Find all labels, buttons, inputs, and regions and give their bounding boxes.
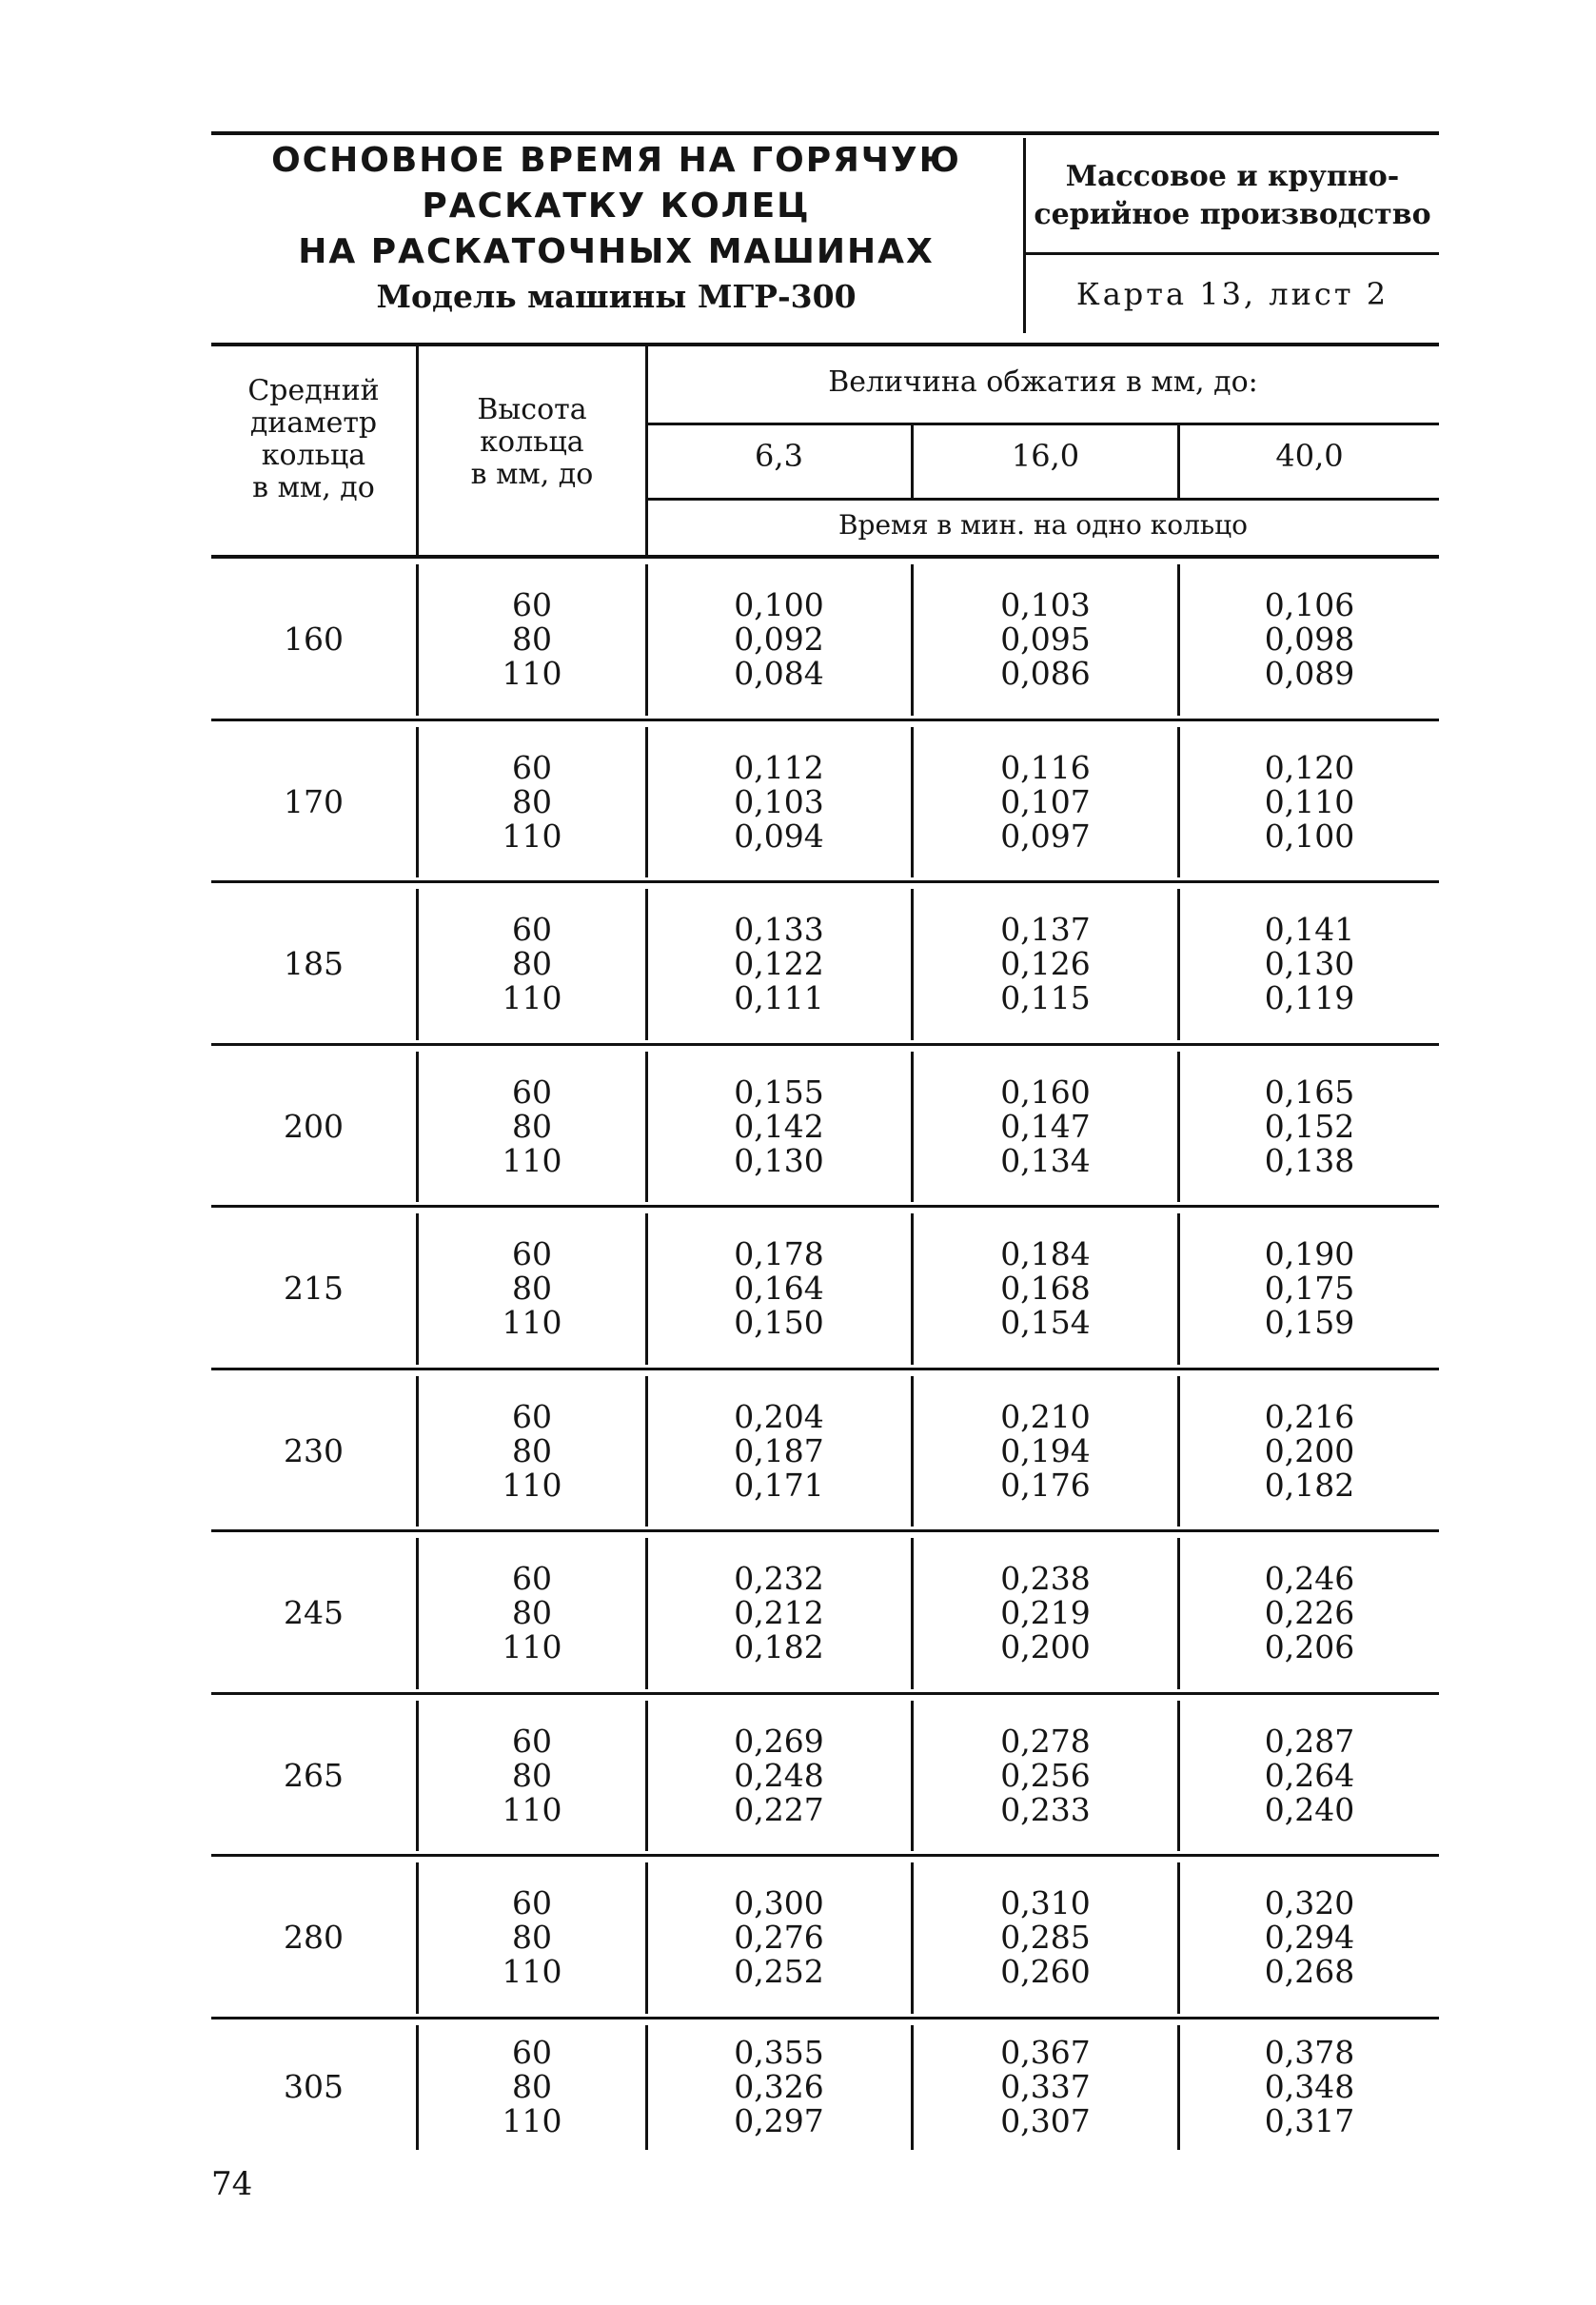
- time-value: 0,106: [1264, 586, 1355, 624]
- time-value: 0,240: [1264, 1790, 1355, 1828]
- height-value: 60: [512, 911, 552, 949]
- time-value: 0,182: [734, 1628, 824, 1666]
- time-cell: [647, 1397, 911, 1504]
- row-separator: [211, 1205, 1439, 1208]
- reduction-header: Величина обжатия в мм, до:: [828, 365, 1258, 399]
- time-value: 0,216: [1264, 1397, 1355, 1435]
- time-value: 0,122: [734, 945, 824, 983]
- time-value: 0,269: [734, 1722, 824, 1760]
- time-value: 0,094: [734, 817, 824, 855]
- height-value: 80: [512, 621, 552, 659]
- time-value: 0,107: [1000, 782, 1091, 820]
- time-cell: [1180, 1397, 1439, 1504]
- height-value: 80: [512, 1431, 552, 1469]
- height-cell: [419, 1886, 645, 1989]
- time-value: 0,320: [1264, 1884, 1355, 1922]
- height-value: 110: [502, 979, 562, 1017]
- time-value: 0,100: [734, 586, 824, 624]
- time-value: 0,130: [1264, 945, 1355, 983]
- time-value: 0,095: [1000, 621, 1091, 659]
- height-cell: [419, 1075, 645, 1178]
- height-value: 80: [512, 1107, 552, 1145]
- time-value: 0,152: [1264, 1107, 1355, 1145]
- height-value: 80: [512, 1270, 552, 1308]
- time-value: 0,116: [1000, 748, 1091, 786]
- time-value: 0,126: [1000, 945, 1091, 983]
- time-value: 0,337: [1000, 2068, 1091, 2106]
- height-value: 80: [512, 782, 552, 820]
- time-cell: [647, 588, 911, 691]
- time-value: 0,142: [734, 1107, 824, 1145]
- header-top-rule: [211, 343, 1439, 346]
- time-value: 0,268: [1264, 1953, 1355, 1991]
- height-value: 110: [502, 2102, 562, 2140]
- time-value: 0,110: [1264, 782, 1355, 820]
- height-cell: [419, 2036, 645, 2138]
- height-value: 60: [512, 1560, 552, 1598]
- time-value: 0,307: [1000, 2102, 1091, 2140]
- time-value: 0,184: [1000, 1235, 1091, 1273]
- time-value: 0,256: [1000, 1756, 1091, 1794]
- diameter-cell: 280: [284, 1919, 344, 1957]
- time-value: 0,326: [734, 2068, 824, 2106]
- height-value: 60: [512, 1397, 552, 1435]
- time-value: 0,112: [734, 748, 824, 786]
- time-value: 0,147: [1000, 1107, 1091, 1145]
- height-cell: [419, 1724, 645, 1827]
- machine-model: Модель машины МГР-300: [376, 278, 857, 315]
- diameter-cell: 200: [284, 1107, 344, 1145]
- height-value: 60: [512, 748, 552, 786]
- time-value: 0,165: [1264, 1073, 1355, 1111]
- time-value: 0,348: [1264, 2068, 1355, 2106]
- height-value: 110: [502, 655, 562, 693]
- time-value: 0,300: [734, 1884, 824, 1922]
- height-cell: [419, 1562, 645, 1665]
- diameter-header-line: диаметр: [249, 406, 378, 440]
- height-cell: [419, 1237, 645, 1340]
- time-value: 0,294: [1264, 1919, 1355, 1957]
- height-value: 60: [512, 1073, 552, 1111]
- time-header: Время в мин. на одно кольцо: [837, 509, 1248, 541]
- time-value: 0,187: [734, 1431, 824, 1469]
- time-value: 0,278: [1000, 1722, 1091, 1760]
- title-divider: [1023, 138, 1026, 333]
- time-value: 0,164: [734, 1270, 824, 1308]
- time-cell: [1180, 2036, 1439, 2138]
- time-value: 0,238: [1000, 1560, 1091, 1598]
- time-value: 0,210: [1000, 1397, 1091, 1435]
- time-cell: [1180, 1724, 1439, 1827]
- title-line-2: РАСКАТКУ КОЛЕЦ: [422, 187, 811, 226]
- time-cell: [914, 588, 1177, 691]
- height-cell: [419, 588, 645, 691]
- reduction-16-0: 16,0: [1011, 438, 1080, 474]
- time-value: 0,160: [1000, 1073, 1091, 1111]
- page-title: [214, 138, 1018, 275]
- card-number: Карта 13, лист 2: [1075, 276, 1389, 312]
- time-value: 0,190: [1264, 1235, 1355, 1273]
- time-cell: [914, 1886, 1177, 1989]
- time-value: 0,103: [1000, 586, 1091, 624]
- diameter-cell: 230: [284, 1431, 344, 1469]
- time-value: 0,115: [1000, 979, 1091, 1017]
- row-separator: [211, 719, 1439, 721]
- time-cell: [914, 1237, 1177, 1340]
- time-cell: [647, 748, 911, 855]
- production-line-2: серийное производство: [1034, 198, 1431, 231]
- height-value: 80: [512, 945, 552, 983]
- time-value: 0,111: [734, 979, 824, 1017]
- time-value: 0,233: [1000, 1790, 1091, 1828]
- time-cell: [914, 913, 1177, 1015]
- time-value: 0,200: [1264, 1431, 1355, 1469]
- time-value: 0,175: [1264, 1270, 1355, 1308]
- production-line-1: Массовое и крупно-: [1065, 160, 1400, 193]
- time-value: 0,378: [1264, 2034, 1355, 2072]
- time-value: 0,097: [1000, 817, 1091, 855]
- height-value: 110: [502, 1790, 562, 1828]
- time-value: 0,226: [1264, 1594, 1355, 1632]
- time-value: 0,232: [734, 1560, 824, 1598]
- height-value: 80: [512, 1594, 552, 1632]
- time-cell: [647, 1886, 911, 1989]
- height-cell: [419, 913, 645, 1015]
- time-value: 0,086: [1000, 655, 1091, 693]
- time-value: 0,264: [1264, 1756, 1355, 1794]
- time-value: 0,138: [1264, 1141, 1355, 1179]
- time-value: 0,204: [734, 1397, 824, 1435]
- time-value: 0,084: [734, 655, 824, 693]
- diameter-cell: 245: [284, 1594, 344, 1632]
- time-value: 0,150: [734, 1304, 824, 1342]
- time-value: 0,212: [734, 1594, 824, 1632]
- time-value: 0,297: [734, 2102, 824, 2140]
- time-cell: [1180, 748, 1439, 855]
- height-header-line: кольца: [480, 425, 584, 459]
- time-value: 0,154: [1000, 1304, 1091, 1342]
- height-value: 110: [502, 1141, 562, 1179]
- time-value: 0,276: [734, 1919, 824, 1957]
- time-value: 0,260: [1000, 1953, 1091, 1991]
- row-separator: [211, 2017, 1439, 2019]
- time-cell: [914, 2036, 1177, 2138]
- time-value: 0,194: [1000, 1431, 1091, 1469]
- page-number: 74: [211, 2165, 253, 2203]
- card-rule: [1026, 252, 1439, 255]
- time-cell: [647, 913, 911, 1015]
- time-value: 0,287: [1264, 1722, 1355, 1760]
- reduction-40-0: 40,0: [1275, 438, 1344, 474]
- reduction-6-3: 6,3: [755, 438, 803, 474]
- height-value: 60: [512, 1235, 552, 1273]
- time-value: 0,355: [734, 2034, 824, 2072]
- reduction-rule: [647, 423, 1439, 425]
- time-cell: [1180, 1886, 1439, 1989]
- height-value: 110: [502, 1628, 562, 1666]
- diameter-cell: 215: [284, 1270, 344, 1308]
- time-value: 0,285: [1000, 1919, 1091, 1957]
- height-value: 60: [512, 1722, 552, 1760]
- time-value: 0,176: [1000, 1466, 1091, 1504]
- height-value: 60: [512, 2034, 552, 2072]
- time-value: 0,248: [734, 1756, 824, 1794]
- height-value: 80: [512, 2068, 552, 2106]
- height-cell: [419, 1397, 645, 1504]
- time-value: 0,089: [1264, 655, 1355, 693]
- time-cell: [914, 748, 1177, 855]
- diameter-cell: 185: [284, 945, 344, 983]
- time-value: 0,317: [1264, 2102, 1355, 2140]
- time-cell: [647, 1724, 911, 1827]
- time-cell: [914, 1397, 1177, 1504]
- height-value: 60: [512, 1884, 552, 1922]
- time-cell: [1180, 1562, 1439, 1665]
- time-value: 0,120: [1264, 748, 1355, 786]
- height-header: [419, 394, 645, 491]
- time-cell: [914, 1075, 1177, 1178]
- row-separator: [211, 1692, 1439, 1695]
- time-value: 0,155: [734, 1073, 824, 1111]
- height-value: 110: [502, 1953, 562, 1991]
- height-value: 60: [512, 586, 552, 624]
- diameter-header-line: кольца: [261, 439, 366, 472]
- time-value: 0,182: [1264, 1466, 1355, 1504]
- height-value: 110: [502, 817, 562, 855]
- time-value: 0,098: [1264, 621, 1355, 659]
- time-value: 0,178: [734, 1235, 824, 1273]
- time-value: 0,206: [1264, 1628, 1355, 1666]
- time-cell: [647, 1075, 911, 1178]
- height-value: 110: [502, 1466, 562, 1504]
- time-value: 0,103: [734, 782, 824, 820]
- time-value: 0,246: [1264, 1560, 1355, 1598]
- row-separator: [211, 880, 1439, 883]
- time-value: 0,200: [1000, 1628, 1091, 1666]
- height-header-line: в мм, до: [470, 458, 594, 491]
- time-cell: [1180, 1075, 1439, 1178]
- top-rule: [211, 131, 1439, 135]
- time-cell: [1180, 913, 1439, 1015]
- row-separator: [211, 1854, 1439, 1857]
- height-value: 110: [502, 1304, 562, 1342]
- time-value: 0,141: [1264, 911, 1355, 949]
- row-separator: [211, 1529, 1439, 1532]
- time-rule: [647, 498, 1439, 501]
- time-value: 0,227: [734, 1790, 824, 1828]
- time-value: 0,159: [1264, 1304, 1355, 1342]
- production-type: [1033, 158, 1432, 234]
- time-value: 0,133: [734, 911, 824, 949]
- header-bottom-rule: [211, 555, 1439, 559]
- time-cell: [647, 2036, 911, 2138]
- height-header-line: Высота: [477, 393, 587, 426]
- diameter-cell: 305: [284, 2068, 344, 2106]
- title-line-3: НА РАСКАТОЧНЫХ МАШИНАХ: [298, 232, 935, 271]
- diameter-cell: 160: [284, 621, 344, 659]
- title-line-1: ОСНОВНОЕ ВРЕМЯ НА ГОРЯЧУЮ: [271, 141, 961, 180]
- time-value: 0,134: [1000, 1141, 1091, 1179]
- time-value: 0,219: [1000, 1594, 1091, 1632]
- time-value: 0,100: [1264, 817, 1355, 855]
- time-value: 0,171: [734, 1466, 824, 1504]
- row-separator: [211, 1368, 1439, 1370]
- time-value: 0,367: [1000, 2034, 1091, 2072]
- time-cell: [647, 1237, 911, 1340]
- time-cell: [1180, 1237, 1439, 1340]
- time-cell: [1180, 588, 1439, 691]
- time-cell: [914, 1724, 1177, 1827]
- height-cell: [419, 748, 645, 855]
- diameter-header-line: в мм, до: [252, 471, 375, 504]
- height-value: 80: [512, 1756, 552, 1794]
- time-cell: [647, 1562, 911, 1665]
- height-value: 80: [512, 1919, 552, 1957]
- time-value: 0,252: [734, 1953, 824, 1991]
- diameter-cell: 170: [284, 782, 344, 820]
- time-value: 0,310: [1000, 1884, 1091, 1922]
- time-value: 0,119: [1264, 979, 1355, 1017]
- row-separator: [211, 1043, 1439, 1046]
- diameter-header-line: Средний: [247, 374, 380, 407]
- time-value: 0,092: [734, 621, 824, 659]
- time-value: 0,130: [734, 1141, 824, 1179]
- time-cell: [914, 1562, 1177, 1665]
- diameter-header: [211, 375, 416, 504]
- diameter-cell: 265: [284, 1756, 344, 1794]
- time-value: 0,168: [1000, 1270, 1091, 1308]
- time-value: 0,137: [1000, 911, 1091, 949]
